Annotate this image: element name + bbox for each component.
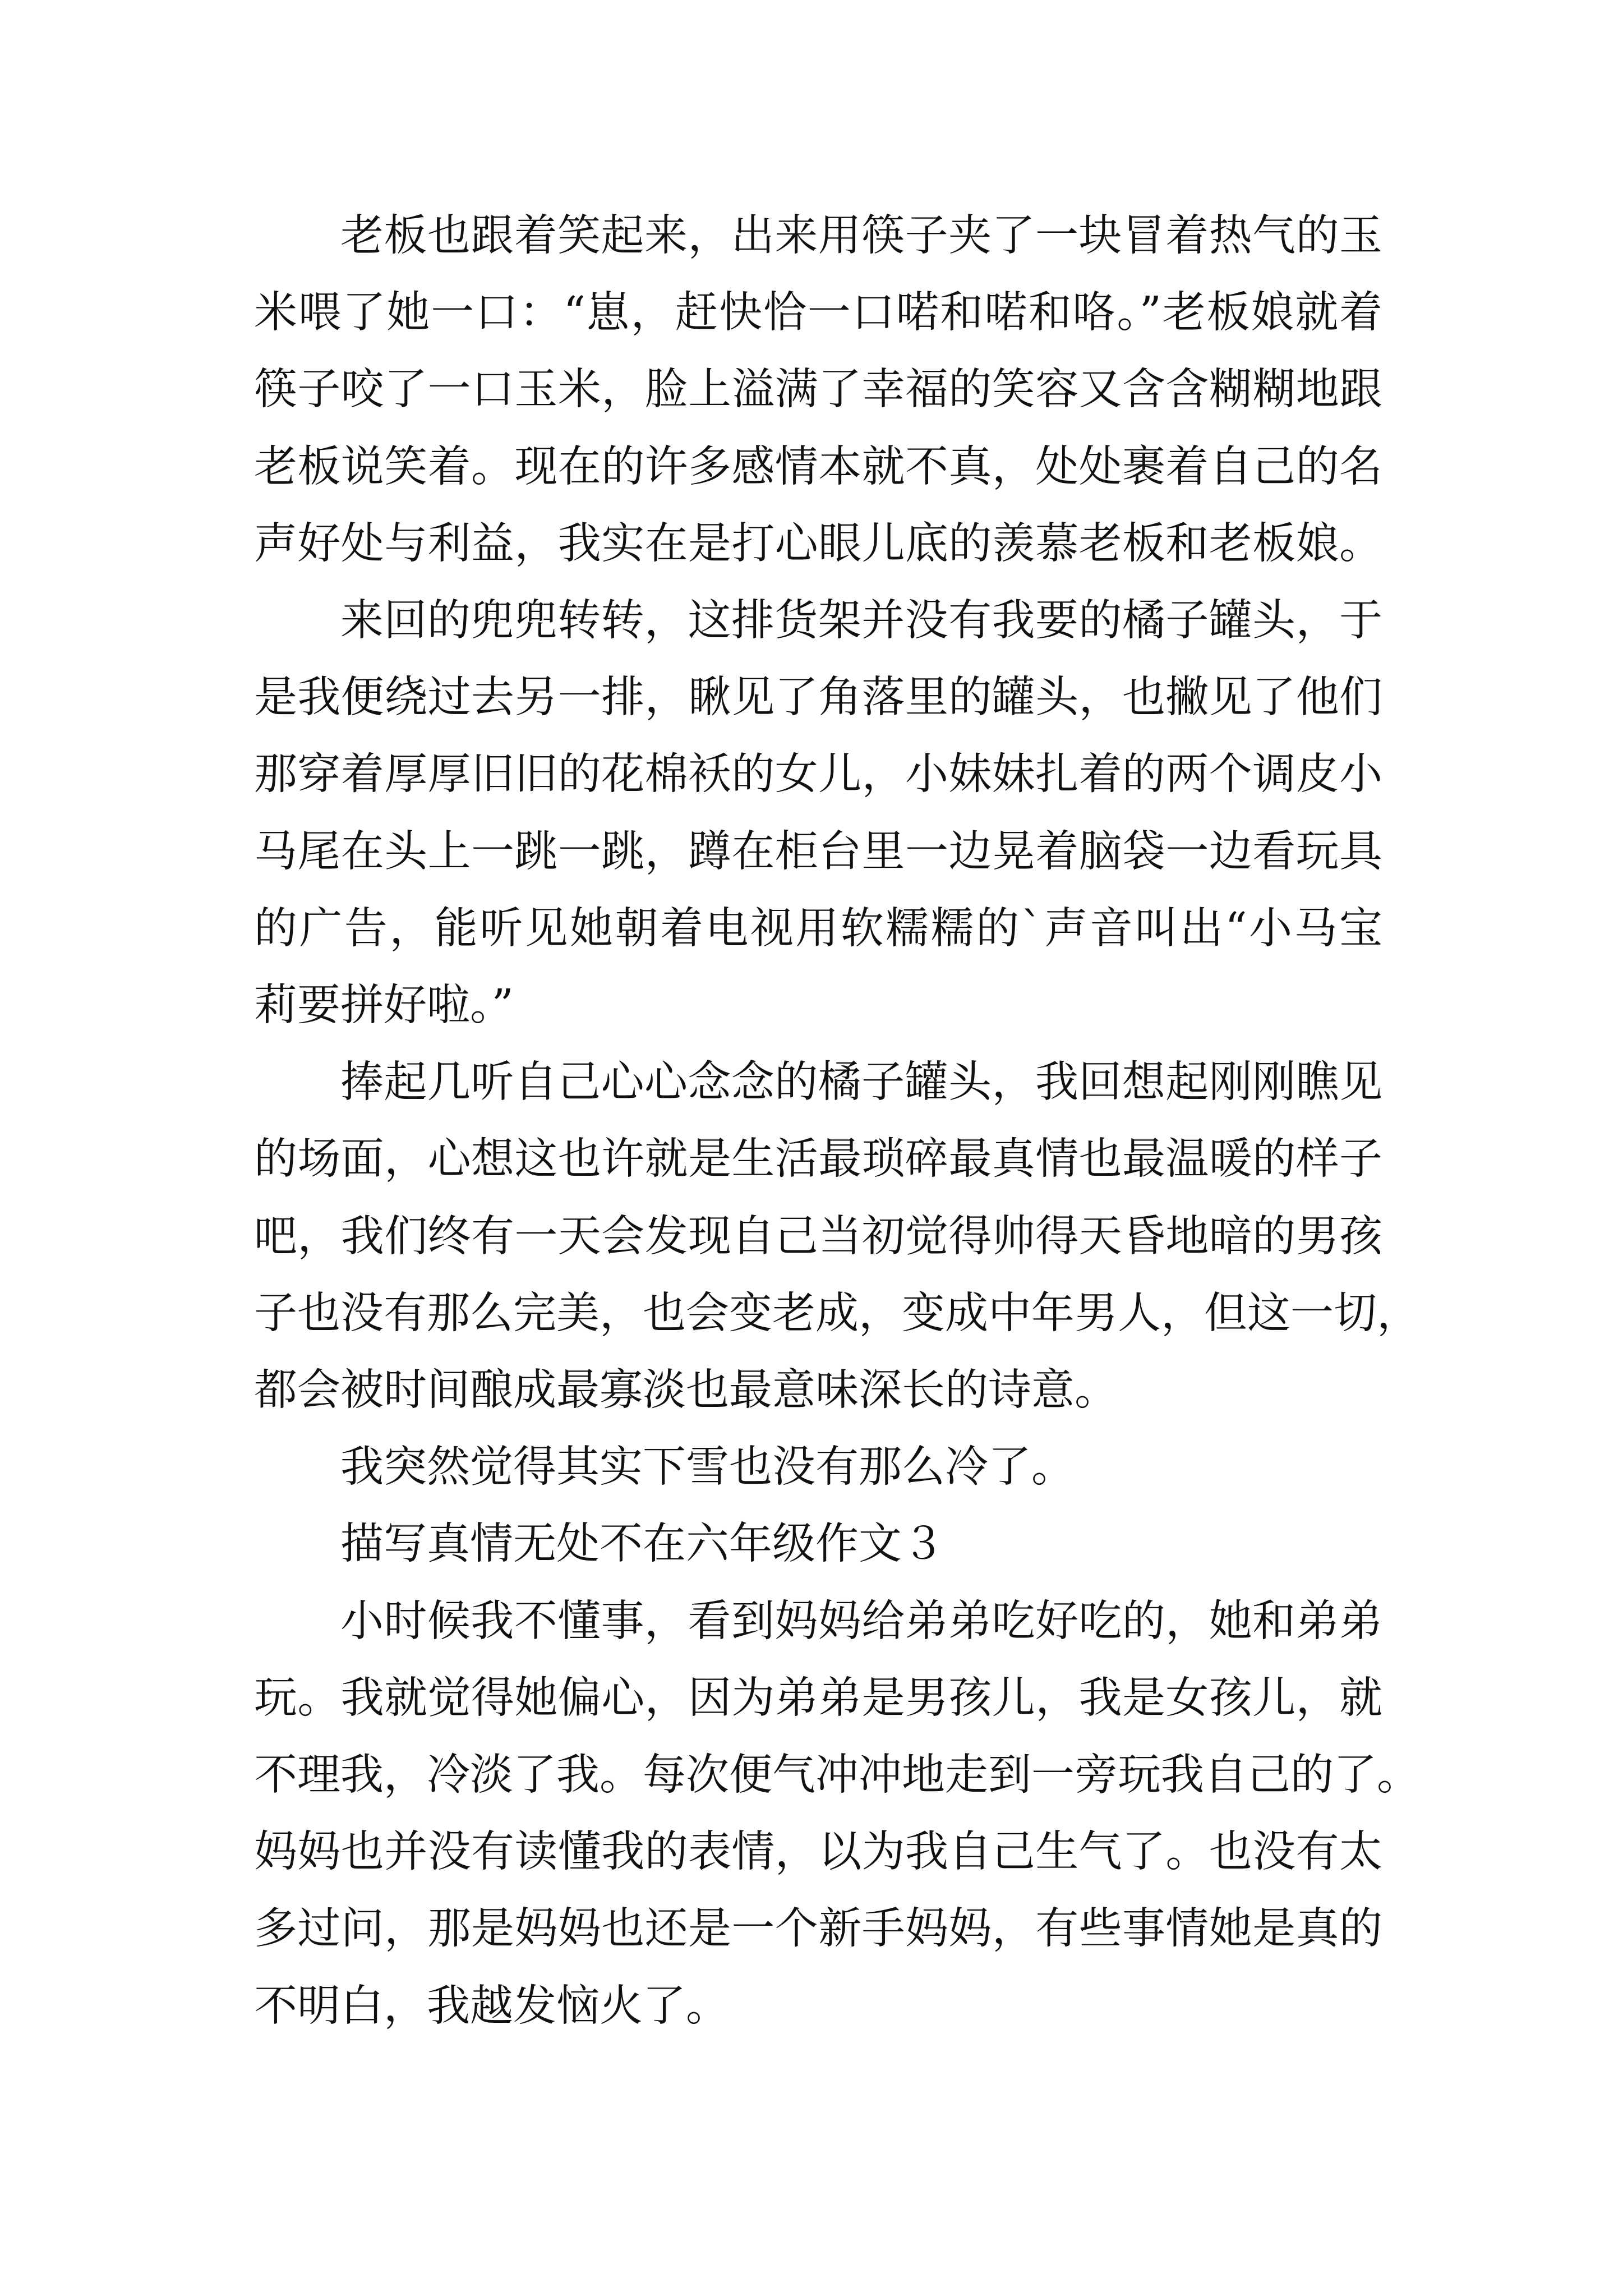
text-line: 我突然觉得其实下雪也没有那么冷了。 <box>340 1442 1075 1493</box>
text-line: 吧，我们终有一天会发现自己当初觉得帅得天昏地暗的男孩 <box>254 1211 1382 1262</box>
text-line: 的场面，心想这也许就是生活最琐碎最真情也最温暖的样子 <box>254 1134 1382 1185</box>
paragraph <box>254 1583 1420 2045</box>
text-line: 米喂了她一口：“崽，赶快恰一口喏和喏和咯。”老板娘就着 <box>254 288 1382 338</box>
text-line: 是我便绕过去另一排，瞅见了角落里的罐头，也撇见了他们 <box>254 673 1382 723</box>
essay-subtitle <box>254 1506 1382 1582</box>
text-line: 子也没有那么完美，也会变老成，变成中年男人，但这一切， <box>254 1288 1420 1338</box>
text-line: 都会被时间酿成最寡淡也最意味深长的诗意。 <box>254 1365 1118 1416</box>
paragraph <box>254 582 1382 1044</box>
essay-body <box>254 197 1420 2045</box>
text-line: 马尾在头上一跳一跳，蹲在柜台里一边晃着脑袋一边看玩具 <box>254 826 1382 877</box>
text-line: 妈妈也并没有读懂我的表情，以为我自己生气了。也没有太 <box>254 1827 1382 1878</box>
text-line: 不明白，我越发恼火了。 <box>254 1981 729 2031</box>
text-line: 莉要拼好啦。” <box>254 981 514 1031</box>
text-line: 来回的兜兜转转，这排货架并没有我要的橘子罐头，于 <box>340 596 1382 646</box>
text-line: 声好处与利益，我实在是打心眼儿底的羡慕老板和老板娘。 <box>254 518 1382 569</box>
text-line: 老板也跟着笑起来，出来用筷子夹了一块冒着热气的玉 <box>340 211 1382 261</box>
text-line: 不理我，冷淡了我。每次便气冲冲地走到一旁玩我自己的了。 <box>254 1750 1420 1801</box>
paragraph <box>254 197 1382 582</box>
paragraph <box>254 1044 1420 1429</box>
text-line: 的广告，能听见她朝着电视用软糯糯的`声音叫出“小马宝 <box>254 903 1382 954</box>
text-line: 描写真情无处不在六年级作文３ <box>340 1519 945 1570</box>
text-line: 那穿着厚厚旧旧的花棉袄的女儿，小妹妹扎着的两个调皮小 <box>254 749 1382 800</box>
text-line: 筷子咬了一口玉米，脸上溢满了幸福的笑容又含含糊糊地跟 <box>254 365 1382 415</box>
text-line: 老板说笑着。现在的许多感情本就不真，处处裹着自己的名 <box>254 441 1382 492</box>
text-line: 玩。我就觉得她偏心，因为弟弟是男孩儿，我是女孩儿，就 <box>254 1673 1382 1723</box>
text-line: 捧起几听自己心心念念的橘子罐头，我回想起刚刚瞧见 <box>340 1057 1382 1108</box>
text-line: 小时候我不懂事，看到妈妈给弟弟吃好吃的，她和弟弟 <box>340 1596 1382 1646</box>
text-line: 多过问，那是妈妈也还是一个新手妈妈，有些事情她是真的 <box>254 1904 1382 1954</box>
paragraph <box>254 1429 1382 1506</box>
